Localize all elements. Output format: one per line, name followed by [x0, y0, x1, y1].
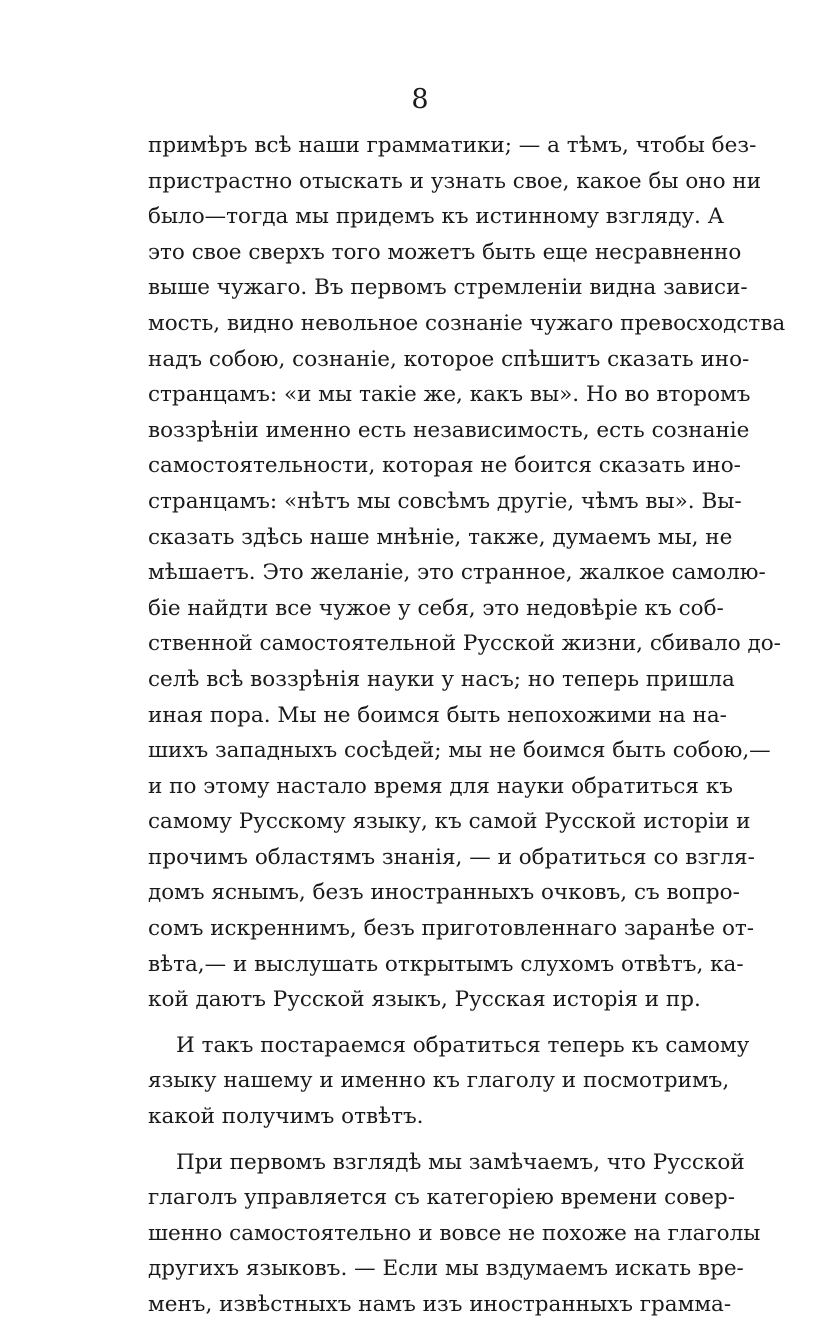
text-line: мость, видно невольное сознаніе чужаго превосходства — [148, 310, 786, 336]
text-line: При первомъ взглядѣ мы замѣчаемъ, что Русской — [176, 1149, 745, 1175]
text-line: примѣръ всѣ наши грамматики; — а тѣмъ, чтобы без- — [148, 133, 757, 158]
text-line: и по этому настало время для науки обратиться къ — [148, 773, 733, 799]
text-line: домъ яснымъ, безъ иностранныхъ очковъ, съ вопро- — [148, 880, 740, 906]
text-line: сомъ искреннимъ, безъ приготовленнаго заранѣе от- — [148, 916, 755, 942]
text-line: иная пора. Мы не боимся быть непохожими на на- — [148, 702, 727, 728]
text-line: было—тогда мы придемъ къ истинному взгляду. А — [148, 204, 724, 230]
text-line: И такъ постараемся обратиться теперь къ самому — [176, 1032, 750, 1058]
paragraph-gap — [148, 1135, 688, 1145]
text-line: сказать здѣсь наше мнѣніе, также, думаемъ мы, не — [148, 524, 733, 550]
text-line: вѣта,— и выслушать открытымъ слухомъ отвѣтъ, ка- — [148, 951, 744, 977]
text-line: прочимъ областямъ знанія, — и обратиться со взгля- — [148, 844, 755, 870]
body-text — [148, 128, 786, 1323]
text-line: другихъ языковъ. — Если мы вздумаемъ искать вре- — [148, 1256, 744, 1282]
text-line: самому Русскому языку, къ самой Русской исторіи и — [148, 809, 751, 835]
text-line: пристрастно отыскать и узнать свое, какое бы оно ни — [148, 168, 762, 194]
text-line: странцамъ: «и мы такіе же, какъ вы». Но во второмъ — [148, 382, 751, 408]
text-line: кой даютъ Русской языкъ, Русская исторія и пр. — [148, 987, 701, 1013]
text-line: воззрѣніи именно есть независимость, есть сознаніе — [148, 417, 750, 443]
text-line: выше чужаго. Въ первомъ стремленіи видна зависи- — [148, 275, 748, 301]
paragraph-gap — [148, 1018, 688, 1028]
text-line: мѣшаетъ. Это желаніе, это странное, жалкое самолю- — [148, 560, 766, 586]
text-line: шенно самостоятельно и вовсе не похоже на глаголы — [148, 1220, 761, 1246]
text-line: селѣ всѣ воззрѣнія науки у насъ; но теперь пришла — [148, 666, 735, 692]
text-line: надъ собою, сознаніе, которое спѣшитъ сказать ино- — [148, 346, 750, 372]
page-number: 8 — [411, 84, 429, 115]
text-line: глаголъ управляется съ категоріею времени совер- — [148, 1185, 735, 1211]
text-line: это свое сверхъ того можетъ быть еще несравненно — [148, 239, 742, 265]
text-line: какой получимъ отвѣтъ. — [148, 1104, 424, 1130]
text-line: менъ, извѣстныхъ намъ изъ иностранныхъ грамма- — [148, 1292, 732, 1317]
text-line: ственной самостоятельной Русской жизни, сбивало до- — [148, 631, 781, 657]
text-line: біе найдти все чужое у себя, это недовѣріе къ соб- — [148, 595, 724, 621]
text-line: языку нашему и именно къ глаголу и посмотримъ, — [148, 1068, 730, 1094]
text-line: шихъ западныхъ сосѣдей; мы не боимся быть собою,— — [148, 738, 771, 764]
text-line: странцамъ: «нѣтъ мы совсѣмъ другіе, чѣмъ вы». Вы- — [148, 488, 742, 514]
text-line: самостоятельности, которая не боится сказать ино- — [148, 453, 741, 479]
